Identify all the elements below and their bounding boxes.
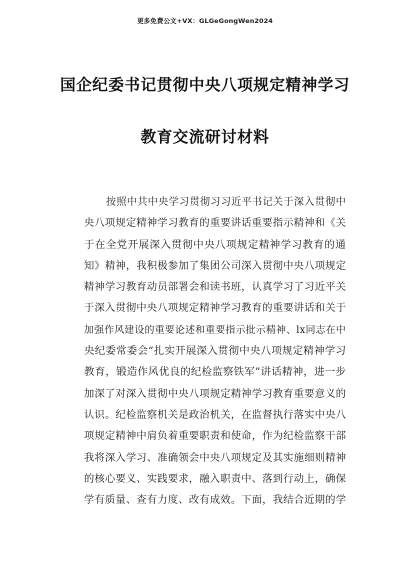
body-line: 央纪委常委会“扎实开展深入贯彻中央八项规定精神学习 bbox=[84, 345, 347, 358]
header-promo-note: 更多免费公文+VX：GLGeGongWen2024 bbox=[137, 17, 273, 25]
body-line: 加深了对深入贯彻中央八项规定精神学习教育重要意义的 bbox=[84, 388, 347, 400]
body-line: 加强作风建设的重要论述和重要指示批示精神、lx同志在中 bbox=[84, 324, 346, 336]
body-line: 精神学习教育动员部署会和读书班，认真学习了习近平关 bbox=[84, 282, 347, 294]
body-line: 于在全党开展深入贯彻中央八项规定精神学习教育的通 bbox=[84, 238, 346, 251]
body-line: 于深入贯彻中央八项规定精神学习教育的重要讲话和关于 bbox=[84, 303, 347, 315]
body-line: 的核心要义、实践要求，融入职责中、落到行动上，确保 bbox=[84, 473, 347, 485]
body-line: 教育，锻造作风优良的纪检监察铁军”讲话精神，进一步 bbox=[84, 366, 347, 379]
body-line: 认识。纪检监察机关是政治机关，在监督执行落实中央八 bbox=[84, 409, 347, 421]
body-line: 央八项规定精神学习教育的重要讲话重要指示精神和《关 bbox=[84, 218, 347, 230]
document-title-line-2: 教育交流研讨材料 bbox=[140, 128, 270, 146]
body-line: 我将深入学习、准确领会中央八项规定及其实施细则精神 bbox=[84, 452, 347, 464]
body-line: 知》精神，我积极参加了集团公司深入贯彻中央八项规定 bbox=[84, 260, 347, 272]
document-body bbox=[84, 192, 346, 511]
body-line: 学有质量、查有力度、改有成效。下面，我结合近期的学 bbox=[84, 495, 347, 507]
body-line: 项规定精神中肩负着重要职责和使命，作为纪检监察干部 bbox=[84, 431, 347, 443]
document-title-line-1: 国企纪委书记贯彻中央八项规定精神学习 bbox=[60, 76, 350, 94]
body-line: 按照中共中央学习贯彻习习近平书记关于深入贯彻中 bbox=[106, 197, 346, 208]
